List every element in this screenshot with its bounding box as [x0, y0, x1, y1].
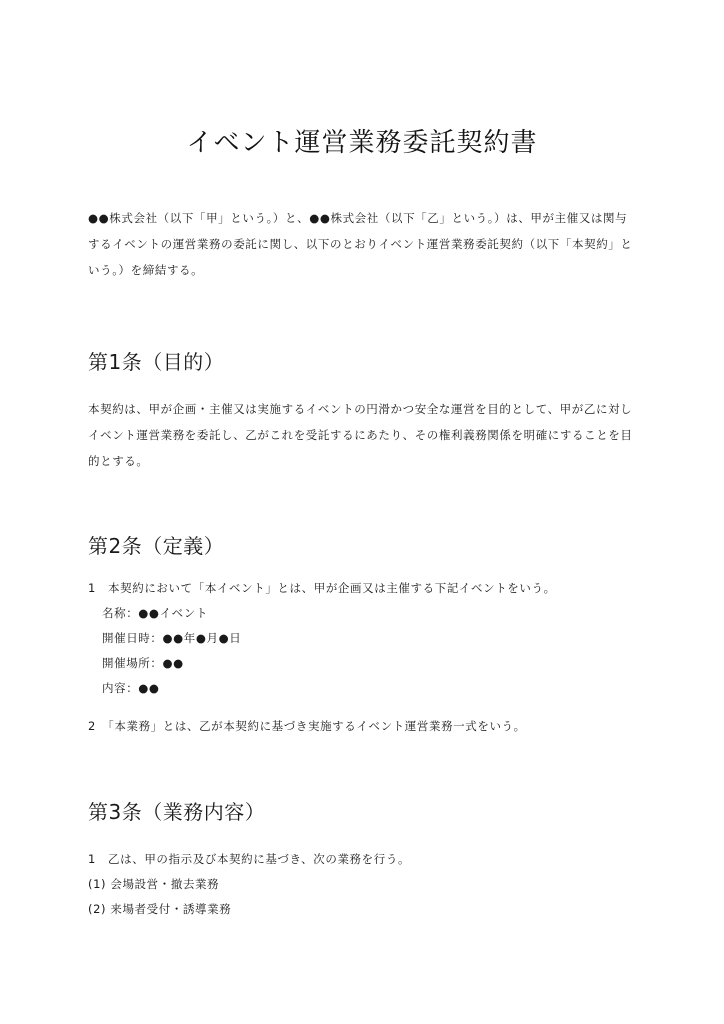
article-3-item: (2) 来場者受付・誘導業務: [88, 902, 232, 916]
article-2-clause-1: 1 本契約において「本イベント」とは、甲が企画又は主催する下記イベントをいう。: [88, 581, 556, 595]
article-1-line: 的とする。: [88, 454, 149, 468]
article-1-body: [88, 396, 640, 474]
event-date: 開催日時：●●年●月●日: [102, 631, 242, 645]
event-venue: 開催場所：●●: [102, 656, 184, 670]
document-title: イベント運営業務委託契約書: [186, 128, 538, 158]
preamble-line: いう。）を締結する。: [88, 263, 204, 277]
event-content: 内容：●●: [102, 681, 160, 695]
preamble-line: するイベントの運営業務の委託に関し、以下のとおりイベント運営業務委託契約（以下「本契約」と: [88, 237, 633, 251]
article-2-clause-2: 2 「本業務」とは、乙が本契約に基づき実施するイベント運営業務一式をいう。: [88, 719, 526, 733]
article-3-heading: 第3条（業務内容）: [88, 800, 266, 824]
preamble: [88, 205, 640, 283]
article-2-heading: 第2条（定義）: [88, 534, 225, 558]
article-1-line: 本契約は、甲が企画・主催又は実施するイベントの円滑かつ安全な運営を目的として、甲が乙に対し: [88, 402, 633, 416]
preamble-line: ●●株式会社（以下「甲」という。）と、●●株式会社（以下「乙」という。）は、甲が主催又は関与: [88, 211, 628, 225]
article-1-line: イベント運営業務を委託し、乙がこれを受託するにあたり、その権利義務関係を明確にすることを目: [88, 428, 633, 442]
article-3-item: (1) 会場設営・撤去業務: [88, 877, 220, 891]
event-name: 名称：●●イベント: [102, 606, 208, 620]
article-3-clause-1: 1 乙は、甲の指示及び本契約に基づき、次の業務を行う。: [88, 852, 411, 866]
article-1-heading: 第1条（目的）: [88, 350, 225, 374]
